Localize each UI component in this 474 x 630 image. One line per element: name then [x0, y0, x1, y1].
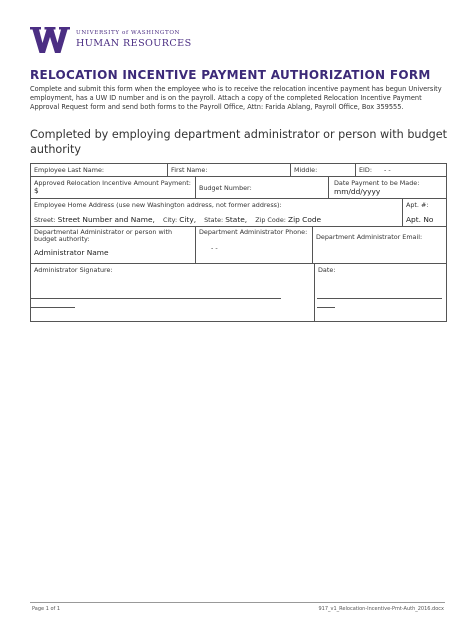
address-row [31, 199, 446, 227]
signature-line [31, 298, 281, 299]
street-value: Street Number and Name, [57, 214, 155, 224]
administrator-row [31, 227, 446, 264]
payment-date-value: mm/dd/yyyy [334, 186, 381, 196]
apartment-value: Apt. No [406, 214, 434, 224]
uw-logo [30, 27, 192, 53]
middle-name-label: Middle: [294, 165, 318, 174]
form-instructions: Complete and submit this form when the employee who is to receive the relocation incentive payment has begun University employment, has a UW ID number and is on the payroll. Attach a copy of the completed Relocation Incentive Payment Approval Request form and send both forms to the Payroll Office, Attn: Farida Ablang, Payroll Office, Box 359555. [30, 85, 442, 111]
address-line [34, 215, 399, 224]
signature-date-label: Date: [318, 265, 336, 274]
city-label: City: [162, 215, 178, 224]
administrator-phone-label: Department Administrator Phone: [199, 227, 308, 236]
document-filename: 917_v1_Relocation-Incentive-Pmt-Auth_2016.docx [318, 606, 444, 612]
eid-field[interactable] [356, 164, 446, 176]
first-name-field[interactable] [168, 164, 291, 176]
state-label: State: [204, 215, 224, 224]
section-subtitle: Completed by employing department administrator or person with budget authority [30, 128, 447, 156]
last-name-label: Employee Last Name: [34, 165, 105, 174]
administrator-email-field[interactable] [313, 227, 446, 263]
department-name: HUMAN RESOURCES [76, 38, 192, 49]
apartment-field[interactable] [403, 199, 446, 226]
eid-value: - - [384, 165, 391, 174]
administrator-name-field[interactable] [31, 227, 196, 263]
date-line [317, 298, 442, 299]
city-value: City, [179, 214, 197, 224]
employee-name-row [31, 164, 446, 177]
amount-value: $ [34, 185, 39, 195]
amount-label: Approved Relocation Incentive Amount Payment: [34, 178, 191, 187]
form-title: RELOCATION INCENTIVE PAYMENT AUTHORIZATION FORM [30, 68, 431, 82]
administrator-name-label: Departmental Administrator or person with budget authority: [34, 227, 173, 243]
signature-label: Administrator Signature: [34, 265, 113, 274]
middle-name-field[interactable] [291, 164, 356, 176]
first-name-label: First Name: [171, 165, 208, 174]
apartment-label: Apt. #: [406, 200, 429, 209]
home-address-label: Employee Home Address (use new Washington address, not former address): [34, 200, 282, 209]
signature-field[interactable] [31, 264, 315, 321]
amount-field[interactable] [31, 177, 196, 198]
zip-value: Zip Code [288, 214, 322, 224]
street-label: Street: [34, 215, 56, 224]
page-number: Page 1 of 1 [32, 606, 61, 612]
budget-number-field[interactable] [196, 177, 329, 198]
footer-divider [30, 602, 445, 603]
administrator-name-value: Administrator Name [34, 247, 109, 257]
university-name: UNIVERSITY of WASHINGTON [76, 30, 181, 37]
payment-row [31, 177, 446, 199]
zip-label: Zip Code: [255, 215, 286, 224]
signature-date-field[interactable] [315, 264, 446, 321]
payment-date-field[interactable] [329, 177, 446, 198]
signature-row [31, 264, 446, 321]
administrator-email-label: Department Administrator Email: [316, 233, 423, 241]
payment-date-label: Date Payment to be Made: [334, 178, 420, 187]
budget-number-label: Budget Number: [199, 184, 252, 192]
home-address-field[interactable] [31, 199, 403, 226]
authorization-form [30, 163, 447, 322]
administrator-phone-field[interactable] [196, 227, 313, 263]
state-value: State, [225, 214, 248, 224]
eid-label: EID: [359, 165, 372, 174]
date-short-line [317, 307, 335, 308]
uw-w-logo-icon [30, 27, 70, 53]
last-name-field[interactable] [31, 164, 168, 176]
signature-short-line [31, 307, 75, 308]
administrator-phone-value: - - [211, 244, 218, 252]
